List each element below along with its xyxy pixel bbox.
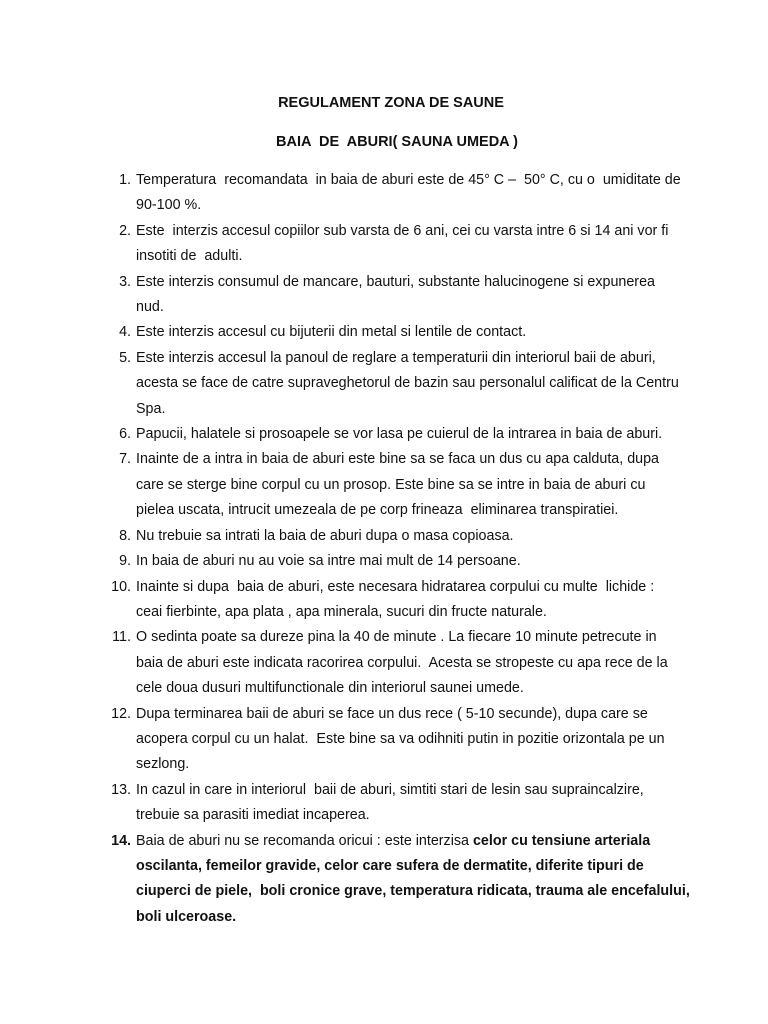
rule-text-segment: Nu trebuie sa intrati la baia de aburi dupa o masa copioasa. <box>136 527 514 544</box>
rule-text-line-content <box>136 524 514 549</box>
rule-text-segment: Inainte si dupa baia de aburi, este necesara hidratarea corpului cu multe lichide : <box>136 578 655 595</box>
rule-text-bold-segment: celor cu tensiune arteriala <box>472 832 651 849</box>
rule-text-line-content <box>136 473 645 498</box>
rule-text-line-content <box>136 727 665 752</box>
rule-text-segment: Temperatura recomandata in baia de aburi este de 45° C – 50° C, cu o umiditate de <box>136 172 681 188</box>
rule-text <box>136 549 768 574</box>
rule-number: 14. <box>111 832 131 849</box>
rule-text <box>136 219 768 270</box>
rule-text-line <box>136 244 768 269</box>
rule-item <box>0 447 768 523</box>
rule-text-line-content <box>136 752 189 777</box>
rule-text <box>136 320 768 345</box>
rule-text-bold-segment: boli ulceroase. <box>136 908 237 925</box>
rule-item <box>0 422 768 447</box>
rule-text-line-content <box>136 168 681 193</box>
rule-text-line-content <box>136 549 521 574</box>
rule-text <box>136 575 768 626</box>
rule-number: 7. <box>119 451 131 468</box>
rule-text-line <box>136 752 768 777</box>
rule-text-line <box>136 702 768 727</box>
rule-number: 11. <box>112 629 131 646</box>
rule-item <box>0 168 768 219</box>
rule-text-line-content <box>136 905 236 930</box>
rule-number: 10. <box>111 578 131 595</box>
rule-text-line <box>136 397 768 422</box>
rule-text-line <box>136 168 768 193</box>
rule-text-line-content <box>136 244 243 269</box>
rule-text <box>136 346 768 422</box>
rule-number: 13. <box>111 781 131 798</box>
rule-text-line-content <box>136 371 679 396</box>
rule-text-line <box>136 600 768 625</box>
rule-text-line-content <box>136 854 644 879</box>
rules-list <box>0 168 768 930</box>
rule-text-segment: Este interzis accesul cu bijuterii din metal si lentile de contact. <box>136 324 527 341</box>
rule-text-segment: Baia de aburi nu se recomanda oricui : este interzisa <box>136 832 473 849</box>
rule-item <box>0 829 768 931</box>
rule-text-bold-segment: ciuperci de piele, boli cronice grave, temperatura ridicata, trauma ale encefalului, <box>136 883 690 900</box>
rule-text-segment: insotiti de adulti. <box>136 248 243 265</box>
document-subtitle: BAIA DE ABURI( SAUNA UMEDA ) <box>276 134 518 150</box>
rule-text-line-content <box>136 879 690 904</box>
rule-text <box>136 702 768 778</box>
rule-text-line <box>136 422 768 447</box>
rule-text-segment: pielea uscata, intrucit umezeala de pe corp frineaza eliminarea transpiratiei. <box>136 502 619 519</box>
rule-item <box>0 702 768 778</box>
rule-text-line-content <box>136 676 524 701</box>
rule-text-segment: 90-100 %. <box>136 197 202 214</box>
rule-text-line <box>136 473 768 498</box>
rule-text <box>136 524 768 549</box>
rule-text <box>136 168 768 219</box>
rule-text-line <box>136 879 768 904</box>
rule-text-line-content <box>136 600 547 625</box>
rule-item <box>0 549 768 574</box>
rule-text-line <box>136 498 768 523</box>
rule-text-line-content <box>136 829 650 854</box>
rule-text-line <box>136 651 768 676</box>
rule-text-line-content <box>136 397 165 422</box>
rule-text-line <box>136 854 768 879</box>
rule-number: 6. <box>119 426 131 443</box>
rule-text-line <box>136 524 768 549</box>
rule-text-segment: Este interzis consumul de mancare, bauturi, substante halucinogene si expunerea <box>136 273 655 290</box>
rule-text-bold-segment: oscilanta, femeilor gravide, celor care sufera de dermatite, diferite tipuri de <box>136 857 644 874</box>
rule-item <box>0 219 768 270</box>
rule-item <box>0 524 768 549</box>
rule-number: 12. <box>111 705 131 722</box>
rule-text-line-content <box>136 447 659 472</box>
rule-text-line-content <box>136 219 668 244</box>
rule-text-line <box>136 193 768 218</box>
rule-text-line <box>136 320 768 345</box>
rule-text-line-content <box>136 778 644 803</box>
rule-text-segment: In baia de aburi nu au voie sa intre mai mult de 14 persoane. <box>136 553 521 570</box>
rule-text-line-content <box>136 346 656 371</box>
rule-text-line <box>136 295 768 320</box>
rule-text <box>136 422 768 447</box>
rule-text-line <box>136 905 768 930</box>
rule-text-line <box>136 371 768 396</box>
rule-item <box>0 346 768 422</box>
rule-text-line-content <box>136 320 526 345</box>
rule-text-segment: Papucii, halatele si prosoapele se vor lasa pe cuierul de la intrarea in baia de aburi. <box>136 426 663 443</box>
rule-text <box>136 778 768 829</box>
rule-text-segment: ceai fierbinte, apa plata , apa minerala, sucuri din fructe naturale. <box>136 603 547 620</box>
rule-text-segment: Este interzis accesul la panoul de reglare a temperaturii din interiorul baii de aburi, <box>136 349 656 366</box>
rule-number: 8. <box>119 527 131 544</box>
rule-text-line-content <box>136 625 657 650</box>
rule-number: 3. <box>119 273 131 290</box>
rule-text-segment: Inainte de a intra in baia de aburi este bine sa se faca un dus cu apa calduta, dupa <box>136 451 660 468</box>
rule-text-line <box>136 219 768 244</box>
rule-text-line-content <box>136 575 654 600</box>
rule-text-line <box>136 447 768 472</box>
rule-text <box>136 270 768 321</box>
rule-number: 5. <box>119 349 131 366</box>
rule-item <box>0 270 768 321</box>
rule-text-segment: trebuie sa parasiti imediat incaperea. <box>136 807 370 824</box>
rule-text-segment: In cazul in care in interiorul baii de aburi, simtiti stari de lesin sau supraincalzire, <box>136 781 644 798</box>
rule-text-line-content <box>136 702 648 727</box>
rule-text-segment: care se sterge bine corpul cu un prosop. Este bine sa se intre in baia de aburi cu <box>136 476 646 493</box>
rule-text-line-content <box>136 295 164 320</box>
rule-text-segment: acesta se face de catre supraveghetorul de bazin sau personalul calificat de la Centru <box>136 375 679 392</box>
rule-text-line <box>136 549 768 574</box>
rule-number: 9. <box>119 553 131 570</box>
rule-text-line-content <box>136 803 370 828</box>
rule-text-line <box>136 803 768 828</box>
rule-text-line <box>136 346 768 371</box>
rule-text-line-content <box>136 193 201 218</box>
rule-text-line-content <box>136 651 668 676</box>
rule-text-segment: acopera corpul cu un halat. Este bine sa va odihniti putin in pozitie orizontala pe un <box>136 730 665 747</box>
rule-text <box>136 829 768 931</box>
rule-text-line <box>136 676 768 701</box>
rule-text-segment: sezlong. <box>136 756 190 773</box>
rule-text-line <box>136 575 768 600</box>
rule-text-line <box>136 625 768 650</box>
rule-text <box>136 447 768 523</box>
rule-text-segment: baia de aburi este indicata racorirea corpului. Acesta se stropeste cu apa rece de la <box>136 654 668 671</box>
rule-item <box>0 575 768 626</box>
rule-text-line-content <box>136 498 618 523</box>
rule-text-segment: Este interzis accesul copiilor sub varsta de 6 ani, cei cu varsta intre 6 si 14 ani vor fi <box>136 222 669 239</box>
rule-text-line <box>136 829 768 854</box>
rule-text-segment: Dupa terminarea baii de aburi se face un dus rece ( 5-10 secunde), dupa care se <box>136 705 648 722</box>
document-title: REGULAMENT ZONA DE SAUNE <box>278 95 504 111</box>
rule-number: 4. <box>119 324 131 341</box>
rule-text-line-content <box>136 270 655 295</box>
rule-item <box>0 778 768 829</box>
rule-text-line <box>136 727 768 752</box>
rule-number: 1. <box>119 172 131 188</box>
rule-number: 2. <box>119 222 131 239</box>
rule-text-segment: nud. <box>136 299 164 316</box>
rule-item <box>0 625 768 701</box>
rule-text-line-content <box>136 422 662 447</box>
rule-text <box>136 625 768 701</box>
rule-text-segment: O sedinta poate sa dureze pina la 40 de minute . La fiecare 10 minute petrecute in <box>136 629 657 646</box>
rule-text-line <box>136 270 768 295</box>
rule-text-segment: Spa. <box>136 400 166 417</box>
rule-item <box>0 320 768 345</box>
rule-text-segment: cele doua dusuri multifunctionale din interiorul saunei umede. <box>136 680 524 697</box>
rule-text-line <box>136 778 768 803</box>
